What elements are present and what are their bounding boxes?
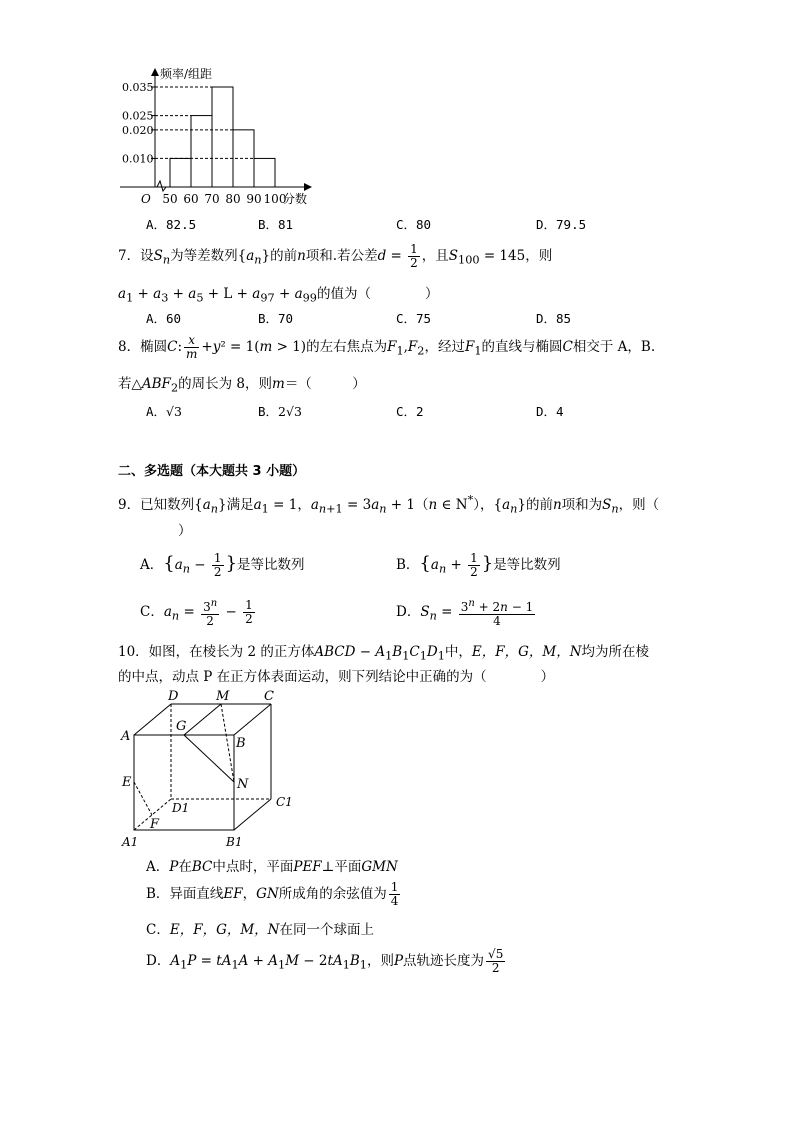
x-tick-label: 50 — [162, 192, 178, 206]
q6-option-d: D．79.5 — [536, 217, 587, 232]
y-tick-label: 0.010 — [122, 152, 154, 166]
q7-line2: $a_1 + a_3 + a_5 + L + a_{97} + a_{99}$的值为（ ） — [118, 286, 439, 305]
label-B: B — [236, 736, 246, 751]
histogram-bar — [254, 158, 275, 187]
q8-line2: 若$\triangle ABF_2$的周长为 8，则m＝（ ） — [118, 376, 366, 395]
y-tick-label: 0.035 — [122, 81, 154, 94]
label-A: A — [121, 729, 131, 744]
q6-option-b: B．81 — [258, 217, 294, 232]
label-G: G — [176, 719, 187, 734]
q10-option-c: C．E，F，G，M，N在同一个球面上 — [146, 922, 374, 938]
q8-option-d: D．4 — [536, 404, 564, 419]
x-axis-label: 分数 — [283, 192, 308, 206]
q10-line2: 的中点，动点 P 在正方体表面运动，则下列结论中正确的为（ ） — [118, 669, 555, 685]
q7-line1: 7．设$S_n$为等差数列$\{a_n\}$的前n项和.若公差d = $\frac{1}{2}$ ，且$S_{100} = 145$，则 — [118, 242, 553, 270]
q9-option-d: D．$S_n$ = $\frac{3^n + 2n - 1}{4}$ — [396, 598, 534, 628]
q7-option-d: D．85 — [536, 311, 572, 326]
histogram-bar — [170, 158, 191, 187]
x-tick-label: 80 — [225, 192, 241, 206]
label-C: C — [264, 689, 274, 704]
y-tick-label: 0.025 — [122, 109, 154, 123]
label-M: M — [216, 689, 230, 704]
q9-option-a: A．{$a_n$ − $\frac{1}{2}$ }是等比数列 — [140, 551, 305, 579]
q9-line1: 9．已知数列$\{a_n\}$满足$a_1 = 1$，$a_{n+1} = 3a_n + 1(n$ ∈ N*），$\{a_n\}$的前n项和为$S_n$，则（ — [118, 493, 660, 516]
label-D: D — [168, 689, 179, 704]
x-tick-label: 70 — [204, 192, 220, 206]
section-heading: 二、多选题（本大题共 3 小题） — [118, 464, 306, 479]
q8-option-b: B．2√3 — [258, 404, 302, 419]
label-B1: B1 — [226, 835, 243, 849]
q9-line2: ） — [178, 523, 192, 539]
x-tick-label: 100 — [263, 192, 287, 206]
q7-option-a: A．60 — [146, 311, 182, 326]
q6-option-c: C．80 — [396, 217, 432, 232]
histogram-bar — [212, 87, 233, 187]
cube-front-face — [134, 735, 234, 830]
x-tick-label: 90 — [246, 192, 262, 206]
label-N: N — [237, 777, 249, 792]
q9-option-c: C．$a_n$ = $\frac{3^n}{2}$ − $\frac{1}{2}$ — [140, 598, 253, 628]
y-tick-label: 0.020 — [122, 123, 154, 137]
y-axis-label: 频率/组距 — [160, 67, 213, 81]
q8-option-c: C．2 — [396, 404, 424, 419]
q10-line1: 10．如图，在棱长为 2 的正方体ABCD − $A_1B_1C_1D_1$中，E，F，G，M，N均为所在棱 — [118, 644, 650, 663]
label-E: E — [122, 775, 132, 790]
axis-break — [157, 181, 166, 191]
q10-option-d: D．$A_1P = tA_1A + A_1M - 2tA_1B_1$，则P点轨迹长度为 $\frac{√5}{2}$ — [146, 947, 504, 975]
q10-option-b: B．异面直线EF，GN所成角的余弦值为 $\frac{1}{4}$ — [146, 880, 399, 908]
q8-option-a: A．√3 — [146, 404, 182, 419]
histogram-bar — [191, 116, 212, 187]
q7-option-b: B．70 — [258, 311, 294, 326]
label-C1: C1 — [276, 795, 293, 809]
q10-option-a: A．P在BC中点时，平面PEF⊥平面GMN — [146, 859, 398, 875]
label-A1: A1 — [122, 835, 139, 849]
q6-option-a: A．82.5 — [146, 217, 197, 232]
frequency-histogram — [110, 62, 330, 212]
q7-option-c: C．75 — [396, 311, 432, 326]
label-D1: D1 — [172, 801, 190, 815]
q8-line1: 8．椭圆C: $\frac{x}{m}$ +y² = 1(m > 1)的左右焦点为$F_1,F_2$，经过$F_1$的直线与椭圆C相交于 A，B. — [118, 333, 656, 361]
q9-option-b: B．{$a_n$ + $\frac{1}{2}$ }是等比数列 — [396, 551, 561, 579]
x-tick-label: 60 — [183, 192, 199, 206]
cube-figure — [118, 685, 298, 850]
label-F: F — [150, 817, 160, 832]
origin-label: O — [141, 192, 151, 206]
